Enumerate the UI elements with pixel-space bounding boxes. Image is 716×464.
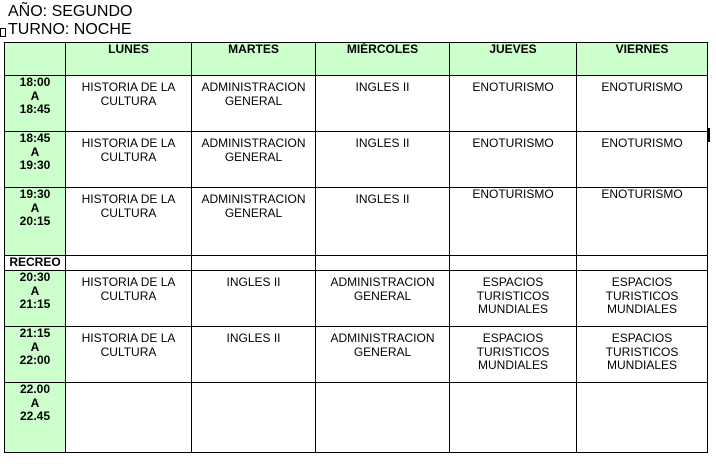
class-cell [192, 271, 316, 327]
time-slot-cell [5, 76, 66, 132]
subject-line: ESPACIOS [611, 275, 673, 289]
subject-line: GENERAL [224, 205, 283, 220]
subject-line: ENOTURISMO [601, 136, 683, 150]
subject-line: ENOTURISMO [472, 187, 554, 201]
class-cell [450, 383, 577, 453]
subject-line: ADMINISTRACION [201, 80, 306, 94]
class-cell [450, 188, 577, 256]
subject-line: CULTURA [100, 93, 157, 108]
subject-line: INGLES II [355, 80, 410, 94]
time-line: A [30, 144, 40, 159]
time-line: 18:45 [19, 102, 51, 116]
subject-line: HISTORIA DE LA [81, 80, 176, 94]
subject-line: CULTURA [100, 205, 157, 220]
time-slot-row [5, 271, 708, 327]
class-cell [192, 383, 316, 453]
time-line: 22.45 [19, 409, 51, 423]
subject-line: MUNDIALES [606, 358, 677, 372]
subject-line: GENERAL [224, 149, 283, 164]
class-cell [577, 132, 708, 188]
class-cell [192, 188, 316, 256]
subject-line: HISTORIA DE LA [81, 331, 176, 345]
time-line: A [30, 283, 40, 298]
subject-line: ADMINISTRACION [330, 275, 435, 289]
shift-label: TURNO: NOCHE [8, 21, 132, 38]
days-header-row [5, 43, 708, 76]
time-slot-cell [5, 188, 66, 256]
subject-line: CULTURA [100, 344, 157, 359]
time-line: 19:30 [19, 158, 51, 172]
subject-line: HISTORIA DE LA [81, 275, 176, 289]
class-cell [316, 132, 450, 188]
time-line: A [30, 339, 40, 354]
class-cell [66, 383, 192, 453]
recreo-label: RECREO [5, 256, 66, 271]
time-line: A [30, 88, 40, 103]
day-header-viernes: VIERNES [577, 43, 708, 76]
class-cell [66, 76, 192, 132]
class-cell [316, 383, 450, 453]
time-slot-row [5, 327, 708, 383]
recreo-row [5, 256, 708, 271]
time-slot-row [5, 132, 708, 188]
time-line: 21:15 [19, 326, 51, 340]
class-cell [577, 327, 708, 383]
subject-line: CULTURA [100, 149, 157, 164]
subject-line: ENOTURISMO [601, 80, 683, 94]
subject-line: GENERAL [353, 288, 412, 303]
time-slot-cell [5, 383, 66, 453]
year-label: AÑO: SEGUNDO [8, 3, 133, 20]
class-cell [577, 383, 708, 453]
day-header-jueves: JUEVES [450, 43, 577, 76]
subject-line: ADMINISTRACION [330, 331, 435, 345]
time-line: A [30, 395, 40, 410]
subject-line: MUNDIALES [477, 302, 548, 316]
class-cell [66, 132, 192, 188]
time-slot-row [5, 188, 708, 256]
subject-line: TURISTICOS [476, 344, 550, 359]
class-cell [192, 76, 316, 132]
time-slot-cell [5, 271, 66, 327]
class-cell [316, 271, 450, 327]
anchor-marker [0, 28, 6, 37]
class-cell [577, 271, 708, 327]
class-cell [66, 271, 192, 327]
subject-line: GENERAL [353, 344, 412, 359]
time-line: 22.00 [19, 382, 51, 396]
class-cell [577, 188, 708, 256]
class-cell [450, 271, 577, 327]
schedule-table [4, 42, 708, 453]
subject-line: GENERAL [224, 93, 283, 108]
day-header-miercoles: MIÉRCOLES [316, 43, 450, 76]
subject-line: INGLES II [226, 275, 281, 289]
subject-line: ENOTURISMO [472, 80, 554, 94]
subject-line: ESPACIOS [482, 331, 544, 345]
subject-line: HISTORIA DE LA [81, 136, 176, 150]
subject-line: ENOTURISMO [472, 136, 554, 150]
class-cell [192, 327, 316, 383]
time-line: 19:30 [19, 187, 51, 201]
day-header-lunes: LUNES [66, 43, 192, 76]
time-line: 22:00 [19, 353, 51, 367]
subject-line: TURISTICOS [476, 288, 550, 303]
class-cell [66, 327, 192, 383]
time-line: 21:15 [19, 297, 51, 311]
class-cell [450, 327, 577, 383]
subject-line: CULTURA [100, 288, 157, 303]
subject-line: MUNDIALES [606, 302, 677, 316]
subject-line: ADMINISTRACION [201, 136, 306, 150]
subject-line: ENOTURISMO [601, 187, 683, 201]
time-slot-row [5, 383, 708, 453]
subject-line: ESPACIOS [482, 275, 544, 289]
subject-line: MUNDIALES [477, 358, 548, 372]
subject-line: ESPACIOS [611, 331, 673, 345]
class-cell [66, 188, 192, 256]
subject-line: INGLES II [355, 136, 410, 150]
subject-line: TURISTICOS [605, 288, 679, 303]
class-cell [192, 132, 316, 188]
subject-line: INGLES II [355, 192, 410, 206]
day-header-martes: MARTES [192, 43, 316, 76]
subject-line: INGLES II [226, 331, 281, 345]
class-cell [316, 76, 450, 132]
time-slot-cell [5, 327, 66, 383]
corner-cell [5, 43, 66, 76]
subject-line: ADMINISTRACION [201, 192, 306, 206]
subject-line: HISTORIA DE LA [81, 192, 176, 206]
time-line: 20:15 [19, 214, 51, 228]
class-cell [316, 327, 450, 383]
time-line: 18:45 [19, 131, 51, 145]
time-slot-row [5, 76, 708, 132]
subject-line: TURISTICOS [605, 344, 679, 359]
class-cell [450, 132, 577, 188]
class-cell [450, 76, 577, 132]
time-line: 20:30 [19, 270, 51, 284]
time-slot-cell [5, 132, 66, 188]
time-line: A [30, 200, 40, 215]
class-cell [316, 188, 450, 256]
time-line: 18:00 [19, 75, 51, 89]
class-cell [577, 76, 708, 132]
